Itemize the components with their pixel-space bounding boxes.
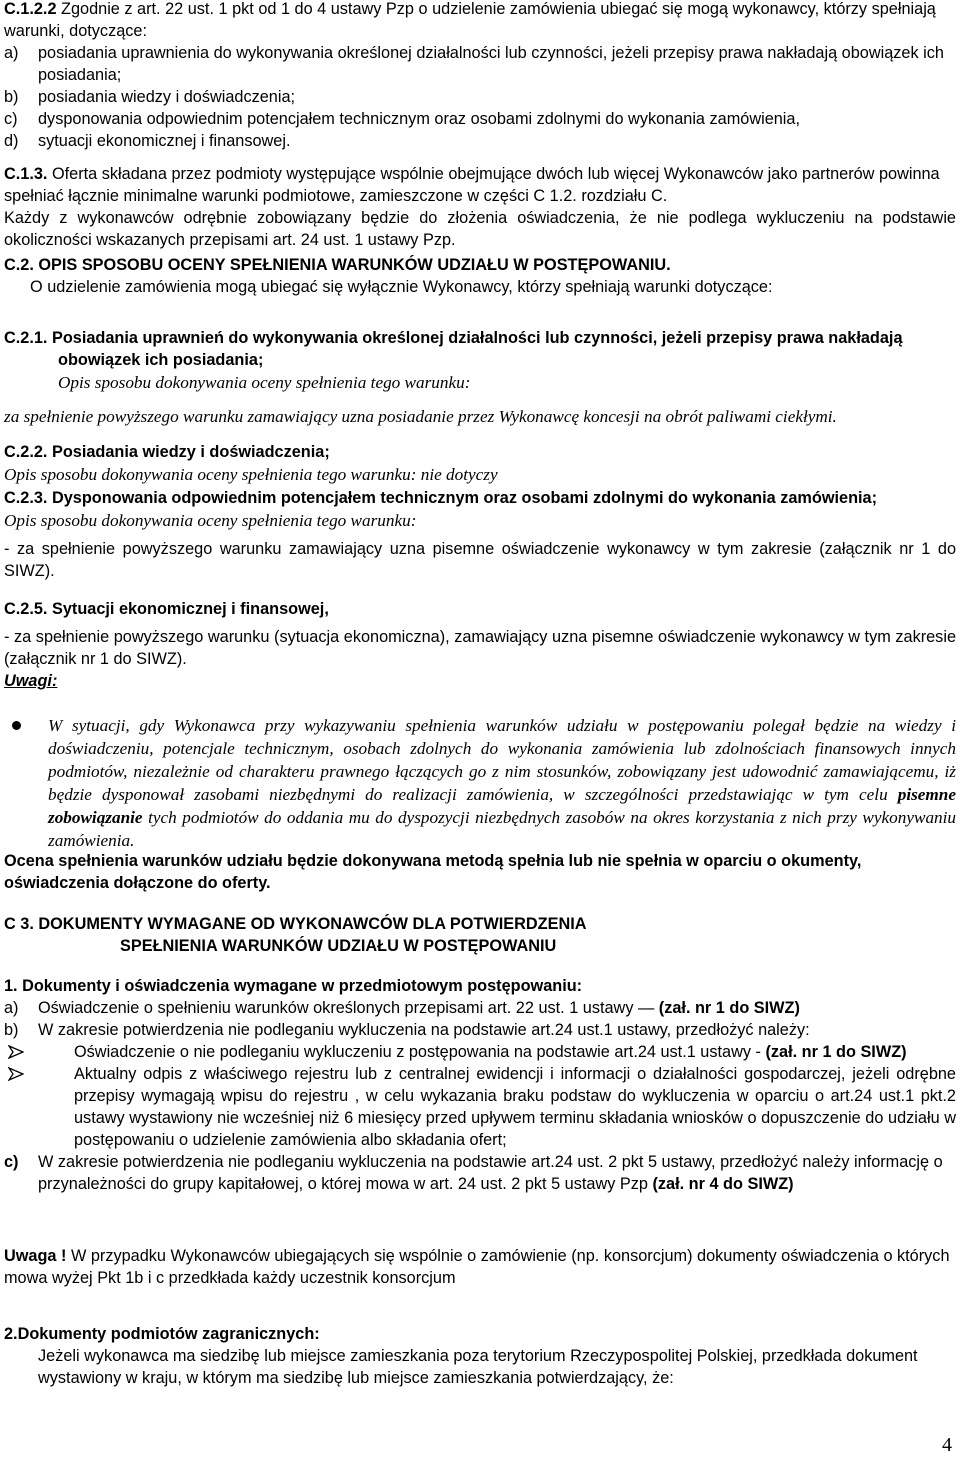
- c225-title: [4, 598, 956, 620]
- c3-s2-title: 2.Dokumenty podmiotów zagranicznych:: [4, 1325, 320, 1343]
- c3-s1-title: 1. Dokumenty i oświadczenia wymagane w przedmiotowym postępowaniu:: [4, 977, 583, 995]
- c13-text1-body: Oferta składana przez podmioty występujące wspólnie obejmujące dwóch lub więcej Wykonawców jako partnerów powinna spełniać łącznie minimalne warunki podmiotowe, zamieszczone w części C 1.2. rozdziału C.: [4, 165, 940, 205]
- c3-item-c: [4, 1151, 956, 1195]
- c122-intro-text: Zgodnie z art. 22 ust. 1 pkt od 1 do 4 ustawy Pzp o udzielenie zamówienia ubiegać się mogą wykonawcy, którzy spełniają warunki, dotyczące:: [4, 0, 936, 40]
- c3-arrow2-text: Aktualny odpis z właściwego rejestru lub z centralnej ewidencji i informacji o działalności gospodarczej, jeżeli odrębne przepisy wymagają wpisu do rejestru , w celu wykazania braku podstaw do wykluczenia w oparciu o art.24 ust.1 pkt.2 ustawy wystawiony nie wcześniej niż 6 miesięcy przed upływem terminu składania wniosków o dopuszczenie do udziału w postępowaniu o udzielenie zamówienia albo składania ofert;: [74, 1065, 956, 1149]
- section-c223: [4, 487, 956, 582]
- uwaga-text: [4, 1245, 956, 1289]
- c223-title: [4, 487, 956, 509]
- c3-s2-text: Jeżeli wykonawca ma siedzibę lub miejsce zamieszkania poza terytorium Rzeczypospolitej Polskiej, przedkłada dokument wystawiony w kraju, w którym ma siedzibę lub miejsce zamieszkania potwierdzający, że:: [38, 1347, 918, 1387]
- list-text: posiadania uprawnienia do wykonywania określonej działalności lub czynności, jeżeli przepisy prawa nakładają obowiązek ich posiadania;: [38, 44, 944, 84]
- c222-title-text: Posiadania wiedzy i doświadczenia;: [51, 443, 330, 461]
- c122-item-d: [4, 130, 956, 152]
- c2-heading: C.2. OPIS SPOSOBU OCENY SPEŁNIENIA WARUNKÓW UDZIAŁU W POSTĘPOWANIU.: [4, 256, 671, 274]
- uwagi-text-bold: pisemne zobowiązanie: [48, 785, 956, 827]
- c222-opis: Opis sposobu dokonywania oceny spełnienia tego warunku: nie dotyczy: [4, 465, 498, 484]
- list-label: d): [4, 132, 19, 150]
- c13-heading: C.1.3.: [4, 165, 48, 183]
- c13-text1: [4, 163, 956, 207]
- c2-intro: O udzielenie zamówienia mogą ubiegać się wyłącznie Wykonawcy, którzy spełniają warunki dotyczące:: [30, 278, 773, 296]
- c223-number: C.2.3.: [4, 489, 48, 507]
- c122-item-a: [4, 42, 956, 86]
- c221-title-text: Posiadania uprawnień do wykonywania określonej działalności lub czynności, jeżeli przepisy prawa nakładają obowiązek ich posiadania;: [51, 329, 903, 369]
- c122-intro: [4, 0, 956, 42]
- c3-item-a: [4, 997, 956, 1019]
- c13-text2: Każdy z wykonawców odrębnie zobowiązany będzie do złożenia oświadczenia, że nie podlega wykluczeniu na podstawie okoliczności wskazanych przepisami art. 24 ust. 1 ustawy Pzp.: [4, 209, 956, 249]
- list-label: c): [4, 1153, 19, 1171]
- c225-title-text: Sytuacji ekonomicznej i finansowej,: [51, 600, 329, 618]
- c3-c-text: W zakresie potwierdzenia nie podleganiu wykluczenia na podstawie art.24 ust. 2 pkt 5 ustawy, przedłożyć należy informację o przynależności do grupy kapitałowej, o której mowa w art. 24 ust. 2 pkt 5 ustawy Pzp: [38, 1153, 943, 1193]
- uwagi-bullet: [4, 714, 956, 852]
- list-text: [38, 997, 956, 1019]
- uwaga-body: W przypadku Wykonawców ubiegających się wspólnie o zamówienie (np. konsorcjum) dokumenty oświadczenia o których mowa wyżej Pkt 1b i c przedkłada każdy uczestnik konsorcjum: [4, 1247, 950, 1287]
- c221-eval: za spełnienie powyższego warunku zamawiający uzna posiadanie przez Wykonawcę koncesji na obrót paliwami ciekłymi.: [4, 407, 837, 426]
- uwagi-text-b: tych podmiotów do oddania mu do dyspozycji niezbędnych zasobów na okres korzystania z nich przy wykonywaniu zamówienia.: [48, 808, 956, 850]
- c3-arrow1-bold: (zał. nr 1 do SIWZ): [765, 1043, 907, 1061]
- uwagi-text: [4, 714, 956, 852]
- section-c221: [4, 327, 956, 428]
- section-c225: [4, 598, 956, 692]
- page-number: 4: [942, 1434, 952, 1456]
- list-label: a): [4, 999, 19, 1017]
- c3-a-bold: (zał. nr 1 do SIWZ): [658, 999, 800, 1017]
- c223-opis: Opis sposobu dokonywania oceny spełnienia tego warunku:: [4, 511, 417, 530]
- c3-arrow-item-1: [4, 1041, 956, 1063]
- c3-item-b: [4, 1019, 956, 1041]
- c221-title: [4, 327, 956, 371]
- ocena-text: Ocena spełnienia warunków udziału będzie dokonywana metodą spełnia lub nie spełnia w oparciu o okumenty, oświadczenia dołączone do oferty.: [4, 852, 862, 892]
- section-c122: [4, 0, 956, 152]
- list-label: b): [4, 88, 19, 106]
- c223-eval: - za spełnienie powyższego warunku zamawiający uzna pisemne oświadczenie wykonawcy w tym zakresie (załącznik nr 1 do SIWZ).: [4, 540, 956, 580]
- c221-number: C.2.1.: [4, 329, 48, 347]
- section-c3-1: [4, 975, 956, 1195]
- list-text: sytuacji ekonomicznej i finansowej.: [38, 132, 291, 150]
- arrow-bullet-icon: [8, 1045, 24, 1059]
- list-text: posiadania wiedzy i doświadczenia;: [38, 88, 296, 106]
- c122-heading: C.1.2.2: [4, 0, 57, 18]
- list-label: c): [4, 110, 18, 128]
- list-text: dysponowania odpowiednim potencjałem technicznym oraz osobami zdolnymi do wykonania zamówienia,: [38, 110, 801, 128]
- list-label: a): [4, 44, 19, 62]
- c3-arrow-item-2: [4, 1063, 956, 1151]
- bullet-icon: [12, 721, 21, 730]
- c122-item-b: [4, 86, 956, 108]
- section-c2: [4, 254, 956, 298]
- section-c222: [4, 441, 956, 486]
- c221-opis: Opis sposobu dokonywania oceny spełnienia tego warunku:: [58, 373, 471, 392]
- list-label: b): [4, 1021, 19, 1039]
- uwagi-text-a: W sytuacji, gdy Wykonawca przy wykazywaniu spełnienia warunków udziału w postępowaniu polegał będzie na wiedzy i doświadczeniu, potencjale technicznym, osobach zdolnych do wykonania zamówienia lub zdolnościach finansowych innych podmiotów, niezależnie od charakteru prawnego łączących go z nim stosunków, zobowiązany jest udowodnić zamawiającemu, iż będzie dysponował zasobami niezbędnymi do realizacji zamówienia, w szczególności przedstawiając w tym celu: [48, 716, 956, 804]
- arrow1-line: [24, 1041, 956, 1063]
- uwagi-heading: Uwagi:: [4, 672, 58, 690]
- c3-heading-2: SPEŁNIENIA WARUNKÓW UDZIAŁU W POSTĘPOWANIU: [120, 937, 557, 955]
- c3-arrow1-text: Oświadczenie o nie podleganiu wykluczeniu z postępowania na podstawie art.24 ust.1 ustawy -: [74, 1043, 766, 1061]
- arrow-bullet-icon: [8, 1067, 24, 1081]
- ocena: [4, 850, 956, 894]
- section-c13: [4, 163, 956, 251]
- c225-number: C.2.5.: [4, 600, 48, 618]
- c3-a-text: Oświadczenie o spełnieniu warunków określonych przepisami art. 22 ust. 1 ustawy —: [38, 999, 659, 1017]
- c222-title: [4, 441, 956, 463]
- section-c3-heading: [4, 913, 956, 957]
- c222-number: C.2.2.: [4, 443, 48, 461]
- c3-c-bold: (zał. nr 4 do SIWZ): [652, 1175, 794, 1193]
- uwaga-label: Uwaga !: [4, 1247, 67, 1265]
- c225-eval: - za spełnienie powyższego warunku (sytuacja ekonomiczna), zamawiający uzna pisemne oświadczenie wykonawcy w tym zakresie (załącznik nr 1 do SIWZ).: [4, 628, 956, 668]
- list-text: W zakresie potwierdzenia nie podleganiu wykluczenia na podstawie art.24 ust.1 ustawy, przedłożyć należy:: [38, 1021, 810, 1039]
- c122-item-c: [4, 108, 956, 130]
- uwaga-konsorcjum: [4, 1245, 956, 1289]
- c3-heading-1: C 3. DOKUMENTY WYMAGANE OD WYKONAWCÓW DLA POTWIERDZENIA: [4, 915, 587, 933]
- list-text: [38, 1151, 956, 1195]
- c223-title-text: Dysponowania odpowiednim potencjałem technicznym oraz osobami zdolnymi do wykonania zamówienia;: [51, 489, 878, 507]
- section-c3-2: [4, 1323, 956, 1389]
